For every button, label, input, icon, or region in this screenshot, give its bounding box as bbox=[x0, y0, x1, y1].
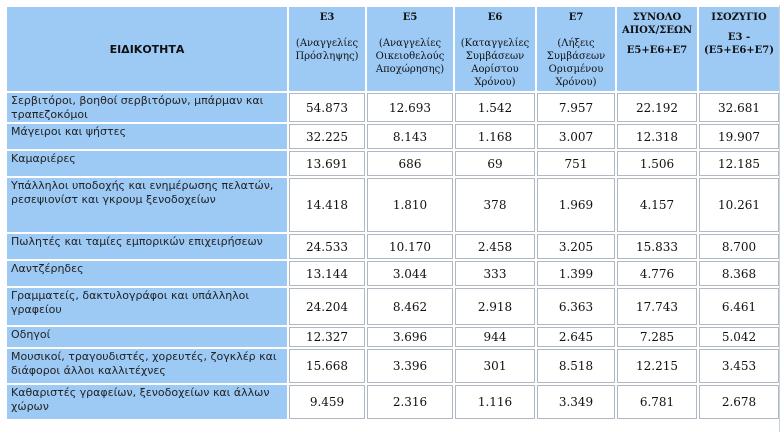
table-row bbox=[7, 288, 779, 325]
header-balance-desc: Ε3 - (Ε5+Ε6+Ε7) bbox=[704, 32, 774, 56]
cell-value: 6.781 bbox=[617, 385, 697, 419]
cell-value: 1.399 bbox=[537, 261, 615, 286]
cell-value: 2.918 bbox=[455, 288, 535, 325]
header-e3 bbox=[289, 7, 365, 91]
cell-value: 4.776 bbox=[617, 261, 697, 286]
header-row bbox=[7, 7, 779, 91]
cell-value: 8.462 bbox=[367, 288, 453, 325]
row-label: Σερβιτόροι, βοηθοί σερβιτόρων, μπάρμαν και τραπεζοκόμοι bbox=[7, 93, 287, 122]
cell-value: 12.185 bbox=[699, 151, 779, 176]
table-row bbox=[7, 93, 779, 122]
cell-value: 32.681 bbox=[699, 93, 779, 122]
table-row bbox=[7, 349, 779, 383]
cell-value: 10.261 bbox=[699, 178, 779, 232]
cell-value: 3.396 bbox=[367, 349, 453, 383]
cell-value: 15.833 bbox=[617, 234, 697, 259]
cell-value: 1.116 bbox=[455, 385, 535, 419]
cell-value: 3.453 bbox=[699, 349, 779, 383]
cell-value: 12.215 bbox=[617, 349, 697, 383]
cell-value: 2.458 bbox=[455, 234, 535, 259]
right-edge-line bbox=[779, 5, 780, 432]
cell-value: 12.327 bbox=[289, 327, 365, 347]
cell-value: 19.907 bbox=[699, 124, 779, 149]
header-e6-desc: (Καταγγελίες Συμβάσεων Αορίστου Χρόνου) bbox=[460, 38, 530, 88]
table-row bbox=[7, 178, 779, 232]
cell-value: 8.143 bbox=[367, 124, 453, 149]
header-e6-code: Ε6 bbox=[487, 12, 503, 23]
cell-value: 17.743 bbox=[617, 288, 697, 325]
table-row bbox=[7, 124, 779, 149]
cell-value: 6.363 bbox=[537, 288, 615, 325]
cell-value: 8.518 bbox=[537, 349, 615, 383]
cell-value: 13.144 bbox=[289, 261, 365, 286]
cell-value: 301 bbox=[455, 349, 535, 383]
row-label: Μουσικοί, τραγουδιστές, χορευτές, ζογκλέρ και διάφοροι άλλοι καλλιτέχνες bbox=[7, 349, 287, 383]
cell-value: 69 bbox=[455, 151, 535, 176]
table-row bbox=[7, 327, 779, 347]
cell-value: 1.542 bbox=[455, 93, 535, 122]
cell-value: 1.506 bbox=[617, 151, 697, 176]
header-total-code: ΣΥΝΟΛΟ ΑΠΟΧ/ΣΕΩΝ bbox=[621, 12, 693, 36]
row-label: Οδηγοί bbox=[7, 327, 287, 347]
cell-value: 12.693 bbox=[367, 93, 453, 122]
cell-value: 10.170 bbox=[367, 234, 453, 259]
cell-value: 9.459 bbox=[289, 385, 365, 419]
data-table bbox=[5, 5, 781, 421]
cell-value: 1.969 bbox=[537, 178, 615, 232]
cell-value: 3.696 bbox=[367, 327, 453, 347]
cell-value: 22.192 bbox=[617, 93, 697, 122]
cell-value: 6.461 bbox=[699, 288, 779, 325]
cell-value: 686 bbox=[367, 151, 453, 176]
cell-value: 333 bbox=[455, 261, 535, 286]
cell-value: 15.668 bbox=[289, 349, 365, 383]
cell-value: 3.007 bbox=[537, 124, 615, 149]
cell-value: 1.810 bbox=[367, 178, 453, 232]
row-label: Πωλητές και ταμίες εμπορικών επιχειρήσεων bbox=[7, 234, 287, 259]
cell-value: 13.691 bbox=[289, 151, 365, 176]
header-balance-code: ΙΣΟΖΥΓΙΟ bbox=[711, 12, 767, 23]
header-balance bbox=[699, 7, 779, 91]
row-label: Μάγειροι και ψήστες bbox=[7, 124, 287, 149]
header-specialty bbox=[7, 7, 287, 91]
cell-value: 944 bbox=[455, 327, 535, 347]
cell-value: 3.349 bbox=[537, 385, 615, 419]
cell-value: 32.225 bbox=[289, 124, 365, 149]
header-total bbox=[617, 7, 697, 91]
header-e7 bbox=[537, 7, 615, 91]
row-label: Λαντζέρηδες bbox=[7, 261, 287, 286]
row-label: Καθαριστές γραφείων, ξενοδοχείων και άλλων χώρων bbox=[7, 385, 287, 419]
cell-value: 7.285 bbox=[617, 327, 697, 347]
table-row bbox=[7, 151, 779, 176]
header-e7-desc: (Λήξεις Συμβάσεων Ορισμένου Χρόνου) bbox=[546, 38, 606, 88]
cell-value: 2.316 bbox=[367, 385, 453, 419]
header-e5-code: Ε5 bbox=[402, 12, 418, 23]
cell-value: 54.873 bbox=[289, 93, 365, 122]
cell-value: 3.205 bbox=[537, 234, 615, 259]
header-e5-desc: (Αναγγελίες Οικειοθελούς Αποχώρησης) bbox=[375, 38, 445, 75]
table-row bbox=[7, 385, 779, 419]
header-e6 bbox=[455, 7, 535, 91]
table-row bbox=[7, 261, 779, 286]
header-e5 bbox=[367, 7, 453, 91]
cell-value: 5.042 bbox=[699, 327, 779, 347]
cell-value: 2.645 bbox=[537, 327, 615, 347]
header-e3-code: Ε3 bbox=[319, 12, 335, 23]
cell-value: 1.168 bbox=[455, 124, 535, 149]
header-e7-code: Ε7 bbox=[568, 12, 584, 23]
cell-value: 24.204 bbox=[289, 288, 365, 325]
header-specialty-text: ΕΙΔΙΚΟΤΗΤΑ bbox=[109, 42, 185, 56]
cell-value: 4.157 bbox=[617, 178, 697, 232]
cell-value: 378 bbox=[455, 178, 535, 232]
cell-value: 3.044 bbox=[367, 261, 453, 286]
cell-value: 8.700 bbox=[699, 234, 779, 259]
table-body bbox=[7, 93, 779, 419]
table-row bbox=[7, 234, 779, 259]
cell-value: 8.368 bbox=[699, 261, 779, 286]
cell-value: 14.418 bbox=[289, 178, 365, 232]
row-label: Γραμματείς, δακτυλογράφοι και υπάλληλοι γραφείου bbox=[7, 288, 287, 325]
row-label: Υπάλληλοι υποδοχής και ενημέρωσης πελατών, ρεσεψιονίστ και γκρουμ ξενοδοχείων bbox=[7, 178, 287, 232]
cell-value: 24.533 bbox=[289, 234, 365, 259]
header-total-desc: Ε5+Ε6+Ε7 bbox=[626, 45, 688, 56]
cell-value: 751 bbox=[537, 151, 615, 176]
cell-value: 7.957 bbox=[537, 93, 615, 122]
header-e3-desc: (Αναγγελίες Πρόσληψης) bbox=[295, 38, 359, 62]
cell-value: 12.318 bbox=[617, 124, 697, 149]
cell-value: 2.678 bbox=[699, 385, 779, 419]
row-label: Καμαριέρες bbox=[7, 151, 287, 176]
